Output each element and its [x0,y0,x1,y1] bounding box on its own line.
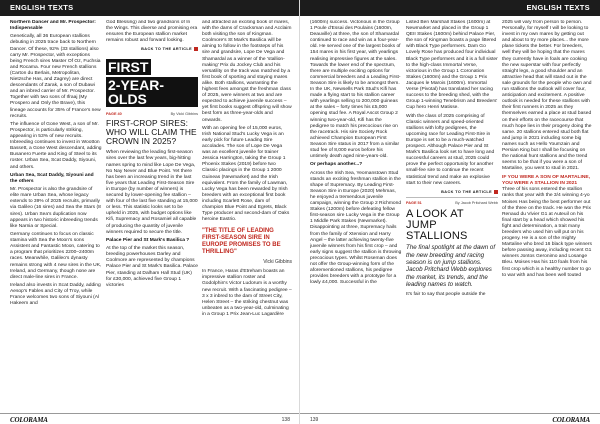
right-column-3 [502,20,592,400]
subheading: Palace Pier and St Mark's Basilica ? [106,237,190,243]
body-paragraph: It's fair to say that people outside the [406,292,486,298]
back-to-article-link[interactable] [106,47,198,51]
body-paragraph: At the top of the market this season, breeding powerhouses Darley and Coolmore are represented by champions Palace Pier and St Mark's Basilica. Palace Pier, standing at Dalham Hall Stud (UK) for £30,000, achieved five Group 1 victories [106,246,198,288]
subheading: Or perhaps another...? [310,162,363,168]
back-to-article-link[interactable] [406,190,498,194]
jump-title-line-1: A LOOK AT [406,208,464,221]
section-band [0,0,300,16]
body-paragraph: Mr. Prospector is also the grandsire of elite mare Urban Sea, whose legacy extends to 39% of 2025 recruits, primarily via Galileo (16 sires) and Sea the Stars (8 sires). Urban Sea's duplication now appears in two historic inbreeding trends like Narnia or Special. [10,187,101,229]
body-paragraph: 2025 will vary from person to person. Personally, for myself I will be looking to invest in my own mares by getting out and about to try more places... the more plane tickets the better. For breeders, well they will be hoping that the mares they currently have in foals are cooking the new superstar with four perfectly straight legs, a good shoulder and an attractive head that will stand out in the sale grounds for the people who own and run stallions the outlook will cover four, anticipation and excitement. A positive outlook is needed for these stallions with their first runners in 2025 as they themselves earned a place at stud based on their efforts on the racecourse that much hope lies in their progeny doing the same. 20 stallions entered stud both flat and jump in 2021 including some big names such as Hello Youmzain and Persian King but I shall be focusing on the national hunt stallions and the trend seems to be that if you were a son of Martaline, you went to stud in 2021. [502,20,592,172]
subheading: Northern Dancer and Mr. Prospector: Indispensable [10,20,96,32]
subheading: Urban Sea, Scat Daddy, Siyouni and the others [10,172,94,184]
body-paragraph: Genetically, all 36 European stallions debuting in 2025 trace back to Northern Dancer. Of these, 92% (33 stallions) also carry Mr. Prospector, with exceptions being French sires Master Of Oz, Fuchsia and Rocama. Four new French stallions (Carton du Berlais, Metropolitan, Nietzsche Has, and Zagrey) are direct descendants of Zarak, a son of Dubawi and an inbred carrier of Mr. Prospector. Together with two sons of Ifraaj (My Prospero and Only the Brave), this lineage accounts for 35% of France's new recruits. [10,34,101,119]
feature-title-line-1: FIRST [106,59,151,75]
left-column-1 [10,20,102,400]
arrow-square-icon [494,190,498,194]
footer [0,413,300,424]
body-paragraph: and attracted an exciting book of mares, with the dams of Cracksman and Acclaim both visiting the son of Kingman. Coolmore's St Mark's Basilica will be aiming to follow in the footsteps of his sire and grandsire, Lope De Vega and Shamardal as a winner of the 'stallion-making' Prix du Jockey Club and his versatility on the track was matched by a first book of sporting and staying mares alike. Both stallions, warranting the highest fees amongst the freshman class of 2025, were winners at two and are expected to achieve juvenile success – yet first books suggest offspring will show best form as three-year-olds and onwards. [202,20,292,123]
jump-title [406,209,498,242]
page-number: 138 [281,417,290,423]
feature-title-line-2: 2-YEAR-OLDS [106,77,198,107]
body-paragraph: (1600m) success. Victorious in the Group 1 Poule d'Essai des Poulains (1600m, Deauville) at three, the son of Shamardal continued to race and win as a four-year-old. He served one of the largest books of 154 mares in his first year, with yearlings realising impressive figures at the sales. Towards the lower end of the spectrum, there are multiple exciting options for commercial breeders and a Leading First-Season Sire is likely to be amongst them. In the UK, Newsells Park Stud's Kifi has made a flying start to his stallion career with yearlings selling to 200,000 guineas at the sales – forty times his £5,000 opening stud fee. A Royal Ascot Group 2 winning two-year-old, Kifi has the pedigree to match his precocious rise on the racetrack. His sire Society Rock achieved Champion European First Season Sire status in 2017 from a similar stud fee of 8,000 euros before his untimely death aged nine-years-old. [310,20,401,160]
divider [406,197,498,198]
body-paragraph: In France, Haras d'Etreham boasts an impressive stallion roster and Godolphin's Victor Ludorum is a worthy new recruit. With a fascinating pedigree – 3 x 3 inbred to the dam of Street City, Helen Street – the striking chestnut was unbeaten as a two-year-old, culminating in a Group 1 Prix Jean-Luc Lagardère [202,269,292,317]
arrow-square-icon [194,47,198,51]
pull-quote-author: Vicki Gibbins [263,259,292,266]
section-label: ENGLISH TEXTS [526,3,590,12]
byline: By Vicki Gibbins [170,112,198,117]
body-paragraph: Across the Irish Sea, Yeomanstown Stud stands an exciting freshman stallion in the shape of Supremacy. By Leading First-Season Sire in Europe (2020) Mehmas, he enjoyed a tremendous juvenile campaign, winning the Group 2 Richmond Stakes (1200m) before defeating fellow first-season sire Lucky Vega in the Group 1 Middle Park Stakes (Newmarket). Disappointing at three, Supremacy hails from the family of Xtension and Harry Angel – the latter achieving twenty-five juvenile winners from his first crop – and early signs suggest the stallion is throwing precocious types. Whilst Roseman does not offer the Group-winning form of the aforementioned stallions, his pedigree provides breeders with a prototype for a lowly £4,000. Successful in the [310,170,402,286]
section-band [300,0,600,16]
page-ref: PAGE 51 [406,201,422,206]
back-to-article-label: BACK TO THE ARTICLE [441,189,492,194]
body-paragraph: Ireland also invests in Scat Daddy, adding Aesop's Fables and City of Troy, while France welcomes two sons of Siyouni (Al Hakeem and [10,282,101,307]
body-paragraph: When reviewing the leading first-season sires over the last few years, big-hitting names spring to mind like Lope De Vega, No Nay Never and Blue Point. Yet there has been an increasing trend in the last five years that Leading First-Season Sire in Europe (by number of winners) is secured by lower-opening fee stallion – with four of the last five standing at 15,000 or less. This statistic looks set to be upheld in 2025, with budget options like Kifi, Supremacy and Rosamiel all capable of producing the quantity of juvenile winners required to secure the title. [106,150,198,235]
jump-meta [406,201,498,205]
feature-title [106,59,198,108]
body-paragraph: Three of his sons entered the stallion ranks that year with the 3/4 winning 4-yo Moises Has being the best performer out of the three on the track. He won the Prix Renaud du Vivier G1 at Auteuil on his final start by a head which showed his fight and determination, a trait many breeders who used him will put on his progeny. He is a son of the mighty Martaline who bred 16 black type winners before passing away, including recent G1 winners Jontos Geronimo and Losange Bleu. Moises Has his 110 foals from his first crop which is a healthy number to go to war with and has been well touted [502,187,592,278]
pull-quote: IF YOU WERE A SON OF MARTALINE, YOU WERE A STALLION IN 2021 [502,175,591,187]
body-paragraph: God Blessing) and two grandsons of In the Wings. This diverse and promising era ensures the European stallion market remains robust and forward looking. [106,20,198,44]
byline: By Jacob Pritchard Webb [455,201,498,206]
page-number: 139 [310,417,319,423]
body-paragraph: The influence of Gone West, a son of Mr. Prospector, is particularly striking, appearing in 53% of new recruits. Inbreeding continues to invest in Wootton Bassett, a Gone West descendant, adding Busanero Fuerte and King of Steel to its roster. Urban Sea, Scat Daddy, Siyouni, and others. [10,121,102,170]
feature-headline: FIRST-CROP SIRES: WHO WILL CLAIM THE CROWN IN 2025? [106,118,197,147]
feature-meta [106,112,198,116]
body-paragraph: Listed Ben Marshall Stakes (1600m) at Newmarket and placed in the Group 1 QEII Stakes (1600m) behind Palace Pier, the son of Kingman boasts a page littered with Black Type performers. Dam Go Lovely Rose has produced four individual Black Type performers and it is a full sister to the high-class Immortal Verse, victorious in the Group 1 Coronation Stakes (1600m) and the Group 1 Prix Jacques le Marois (1600m). Immortal Verse (Pivotal) has translated her racing success to the breeding shed, with the Group 1-winning Tenebrism and Breeders' Cup hero Henri Matisse. [406,20,498,111]
body-paragraph: With the class of 2025 comprising of Classic winners and speed-oriented stallions with lofty pedigrees, the upcoming race for Leading First-Sire in Europe is set to be a much-watched prospect. Although Palace Pier and St Mark's Basilica look set to have long and successful careers at stud, 2025 could prove the perfect opportunity for another small-fee sire to continue the recent statistical trend and make an explosive start to their new careers. [406,113,495,186]
left-column-2 [106,20,198,400]
right-column-1 [310,20,402,400]
pull-quote: "THE TITLE OF LEADING FIRST-SEASON SIRE IN EUROPE PROMISES TO BE THRILLING" [202,228,281,256]
body-paragraph: Germany continues to focus on classic stamina with Sea the Moon's sons Assistent and Fantastic Moon, catering to a program that prioritizes 2200–2400m races. Meanwhile, Galileo's dynasty remains strong with 4 new sires in the UK, Ireland, and Germany, though none are direct male-line sires in France. [10,232,102,280]
jump-title-line-2: JUMP STALLIONS [406,219,468,243]
right-page [300,0,600,424]
magazine-logo: COLORAMA [552,416,590,424]
section-label: ENGLISH TEXTS [10,3,74,12]
footer [300,413,600,424]
magazine-logo: COLORAMA [10,416,48,424]
page-ref: PAGE 40 [106,112,122,117]
left-column-3 [202,20,292,400]
body-paragraph: With an opening fee of 15,000 euros, Irish National Stud's Lucky Vega is an early pick for future Leading Sire accolades. The son of Lope De Vega was an excellent juvenile for trainer Jessica Harrington, taking the Group 1 Phoenix Stakes (2019) before two Classic placings in the Group 1 2000 Guineas (Newmarket) and the Irish equivalent. From the family of Lawman, Lucky Vega has been rewarded by Irish breeders with an exceptional first book including Scarlett Rose, dam of champion Blue Point and Egrets, Black Type producer and second-dam of Oaks heroine Eastrio. [202,125,290,223]
back-to-article-label: BACK TO THE ARTICLE [141,47,192,52]
right-column-2 [406,20,498,400]
jump-lede: The final spotlight at the dawn of the new breeding and racing season is on jump stallions. Jacob Pritchard Webb explores the market, its trends, and the leading names to watch. [406,244,496,288]
